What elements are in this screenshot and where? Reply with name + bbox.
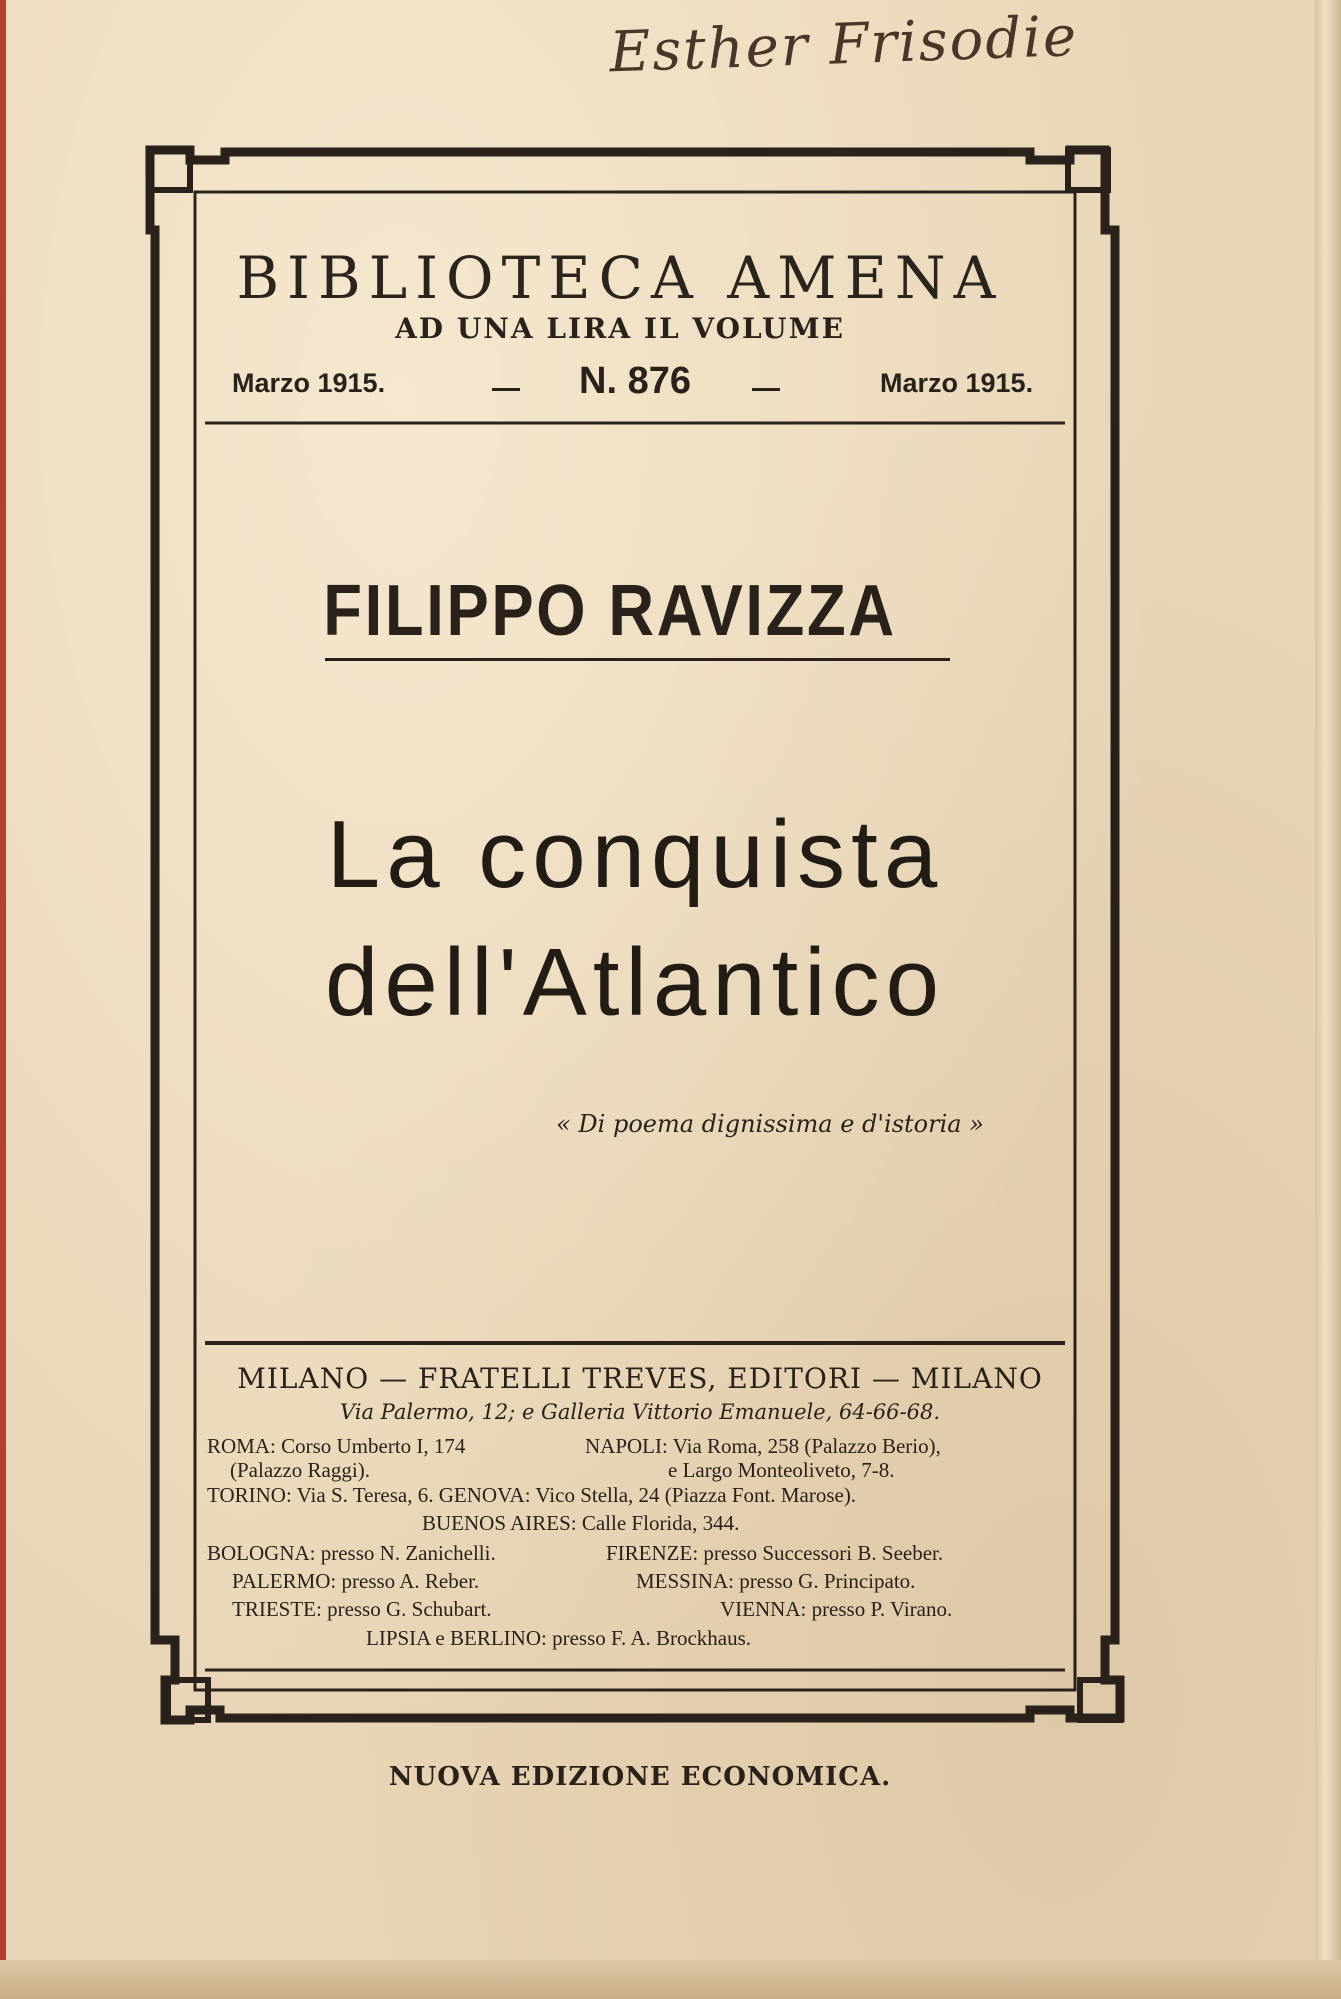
- publisher-name: MILANO — FRATELLI TREVES, EDITORI — MILANO: [237, 1362, 1043, 1395]
- office-buenos-aires: BUENOS AIRES: Calle Florida, 344.: [422, 1511, 740, 1535]
- handwritten-signature: Esther Frisodie: [608, 4, 1080, 86]
- dash-right: [752, 388, 780, 391]
- office-bologna: BOLOGNA: presso N. Zanichelli.: [207, 1541, 496, 1565]
- issue-date-left: Marzo 1915.: [232, 368, 386, 398]
- office-torino-genova: TORINO: Via S. Teresa, 6. GENOVA: Vico Stella, 24 (Piazza Font. Marose).: [207, 1483, 857, 1507]
- office-palermo: PALERMO: presso A. Reber.: [232, 1569, 480, 1593]
- author-name: FILIPPO RAVIZZA: [323, 571, 897, 651]
- office-roma-note: (Palazzo Raggi).: [230, 1458, 370, 1482]
- office-firenze: FIRENZE: presso Successori B. Seeber.: [606, 1541, 944, 1565]
- author-underline: [325, 658, 950, 661]
- book-title-line-1: La conquista: [326, 801, 944, 908]
- office-messina: MESSINA: presso G. Principato.: [636, 1569, 916, 1593]
- series-subtitle: AD UNA LIRA IL VOLUME: [395, 312, 845, 345]
- issue-date-right: Marzo 1915.: [880, 368, 1034, 398]
- book-title-line-2: dell'Atlantico: [325, 929, 945, 1036]
- office-roma: ROMA: Corso Umberto I, 174: [207, 1434, 466, 1458]
- office-napoli: NAPOLI: Via Roma, 258 (Palazzo Berio),: [585, 1434, 941, 1458]
- publisher-address: Via Palermo, 12; e Galleria Vittorio Emanuele, 64-66-68.: [339, 1400, 941, 1424]
- office-lipsia-berlino: LIPSIA e BERLINO: presso F. A. Brockhaus.: [366, 1626, 752, 1650]
- series-title: BIBLIOTECA AMENA: [236, 244, 1004, 312]
- issue-number: N. 876: [579, 360, 691, 402]
- office-trieste: TRIESTE: presso G. Schubart.: [232, 1597, 492, 1621]
- office-vienna: VIENNA: presso P. Virano.: [720, 1597, 953, 1621]
- office-napoli-note: e Largo Monteoliveto, 7-8.: [668, 1458, 895, 1482]
- edition-label: NUOVA EDIZIONE ECONOMICA.: [388, 1762, 892, 1792]
- epigraph: « Di poema dignissima e d'istoria »: [556, 1110, 984, 1138]
